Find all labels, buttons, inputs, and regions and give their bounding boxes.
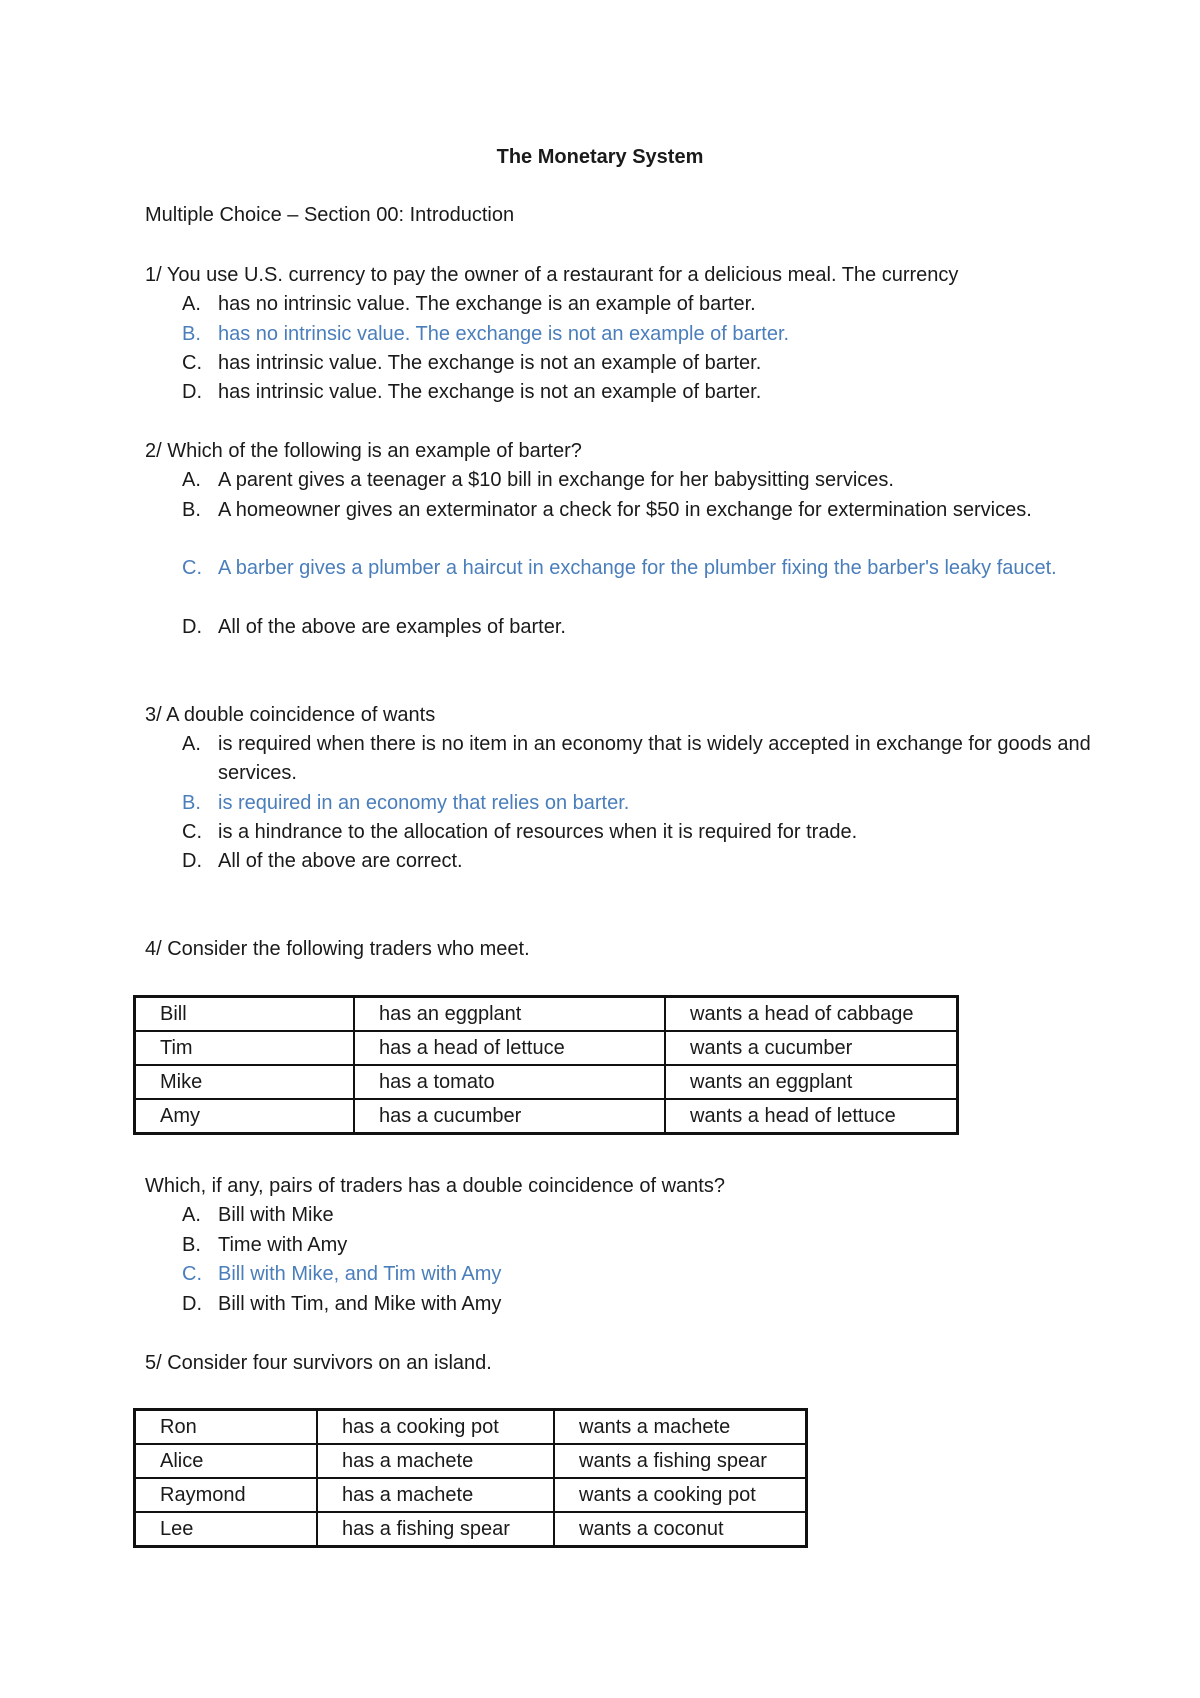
table-cell: wants a machete: [554, 1410, 807, 1445]
q2-option-b: B. A homeowner gives an exterminator a check for $50 in exchange for extermination services.: [182, 499, 1032, 521]
q3-option-b: B. is required in an economy that relies on barter.: [182, 792, 630, 814]
table-cell: Ron: [135, 1410, 318, 1445]
q2-stem: 2/ Which of the following is an example of barter?: [145, 440, 582, 462]
q3-option-c: C. is a hindrance to the allocation of resources when it is required for trade.: [182, 821, 858, 843]
table-row: [135, 1444, 807, 1478]
table-cell: has a machete: [317, 1444, 554, 1478]
table-cell: wants an eggplant: [665, 1065, 958, 1099]
q4-option-d: D. Bill with Tim, and Mike with Amy: [182, 1293, 502, 1315]
table-cell: Mike: [135, 1065, 355, 1099]
table-row: [135, 1099, 958, 1134]
q4-option-a: A. Bill with Mike: [182, 1204, 334, 1226]
section-heading: Multiple Choice – Section 00: Introduction: [145, 204, 515, 226]
table-cell: has a machete: [317, 1478, 554, 1512]
table-cell: has a fishing spear: [317, 1512, 554, 1547]
table-cell: Tim: [135, 1031, 355, 1065]
table-cell: has a head of lettuce: [354, 1031, 665, 1065]
table-cell: has an eggplant: [354, 997, 665, 1032]
table-cell: Lee: [135, 1512, 318, 1547]
table-cell: has a cucumber: [354, 1099, 665, 1134]
table-cell: wants a fishing spear: [554, 1444, 807, 1478]
q1-stem: 1/ You use U.S. currency to pay the owner of a restaurant for a delicious meal. The currency: [145, 264, 959, 286]
q1-option-d: D. has intrinsic value. The exchange is not an example of barter.: [182, 381, 762, 403]
table-row: [135, 1031, 958, 1065]
q3-option-a: A. is required when there is no item in an economy that is widely accepted in exchange for goods and services.: [182, 733, 1091, 784]
table-cell: has a cooking pot: [317, 1410, 554, 1445]
q2-option-d: D. All of the above are examples of barter.: [182, 616, 566, 638]
table-row: [135, 997, 958, 1032]
table-row: [135, 1065, 958, 1099]
table-row: [135, 1512, 807, 1547]
table-cell: wants a cucumber: [665, 1031, 958, 1065]
q5-stem: 5/ Consider four survivors on an island.: [145, 1352, 492, 1374]
q4-stem: 4/ Consider the following traders who meet.: [145, 938, 530, 960]
table-row: [135, 1478, 807, 1512]
table-cell: wants a head of cabbage: [665, 997, 958, 1032]
document-title: The Monetary System: [496, 146, 704, 168]
table-cell: wants a cooking pot: [554, 1478, 807, 1512]
table-cell: wants a coconut: [554, 1512, 807, 1547]
traders-table: [133, 995, 959, 1135]
table-cell: has a tomato: [354, 1065, 665, 1099]
table-cell: Raymond: [135, 1478, 318, 1512]
q4-option-c: C. Bill with Mike, and Tim with Amy: [182, 1263, 502, 1285]
table-cell: Amy: [135, 1099, 355, 1134]
q3-stem: 3/ A double coincidence of wants: [145, 704, 436, 726]
q1-option-b: B. has no intrinsic value. The exchange is not an example of barter.: [182, 323, 790, 345]
q1-option-a: A. has no intrinsic value. The exchange is an example of barter.: [182, 293, 756, 315]
table-cell: Alice: [135, 1444, 318, 1478]
q2-option-c: C. A barber gives a plumber a haircut in exchange for the plumber fixing the barber's leaky faucet.: [182, 557, 1057, 579]
q1-option-c: C. has intrinsic value. The exchange is not an example of barter.: [182, 352, 762, 374]
q3-option-d: D. All of the above are correct.: [182, 850, 463, 872]
q4-option-b: B. Time with Amy: [182, 1234, 348, 1256]
q4-question: Which, if any, pairs of traders has a double coincidence of wants?: [145, 1175, 725, 1197]
table-cell: Bill: [135, 997, 355, 1032]
q2-option-a: A. A parent gives a teenager a $10 bill in exchange for her babysitting services.: [182, 469, 894, 491]
survivors-table: [133, 1408, 808, 1548]
table-cell: wants a head of lettuce: [665, 1099, 958, 1134]
table-row: [135, 1410, 807, 1445]
